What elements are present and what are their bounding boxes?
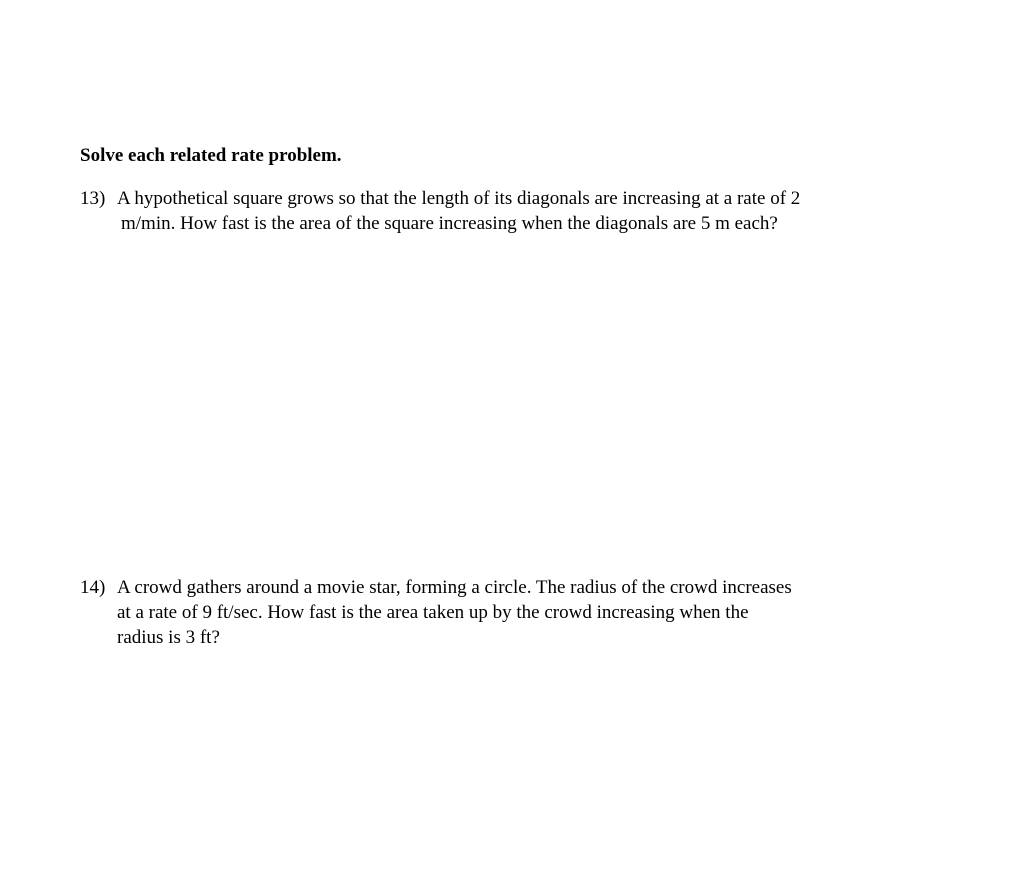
problem-number: 13) [80, 188, 106, 209]
problem-text [117, 186, 800, 236]
problem-number: 14) [80, 577, 106, 598]
problem-line: A crowd gathers around a movie star, forming a circle. The radius of the crowd increases [117, 577, 792, 598]
problem-13 [80, 186, 880, 246]
worksheet-instructions: Solve each related rate problem. [80, 145, 342, 166]
problem-line: A hypothetical square grows so that the length of its diagonals are increasing at a rate of 2 [117, 188, 801, 209]
problem-text [117, 575, 792, 650]
problem-line: m/min. How fast is the area of the square increasing when the diagonals are 5 m each? [121, 213, 778, 234]
problem-14 [80, 575, 880, 655]
problem-line: at a rate of 9 ft/sec. How fast is the area taken up by the crowd increasing when the [117, 602, 749, 623]
problem-line: radius is 3 ft? [117, 627, 220, 648]
